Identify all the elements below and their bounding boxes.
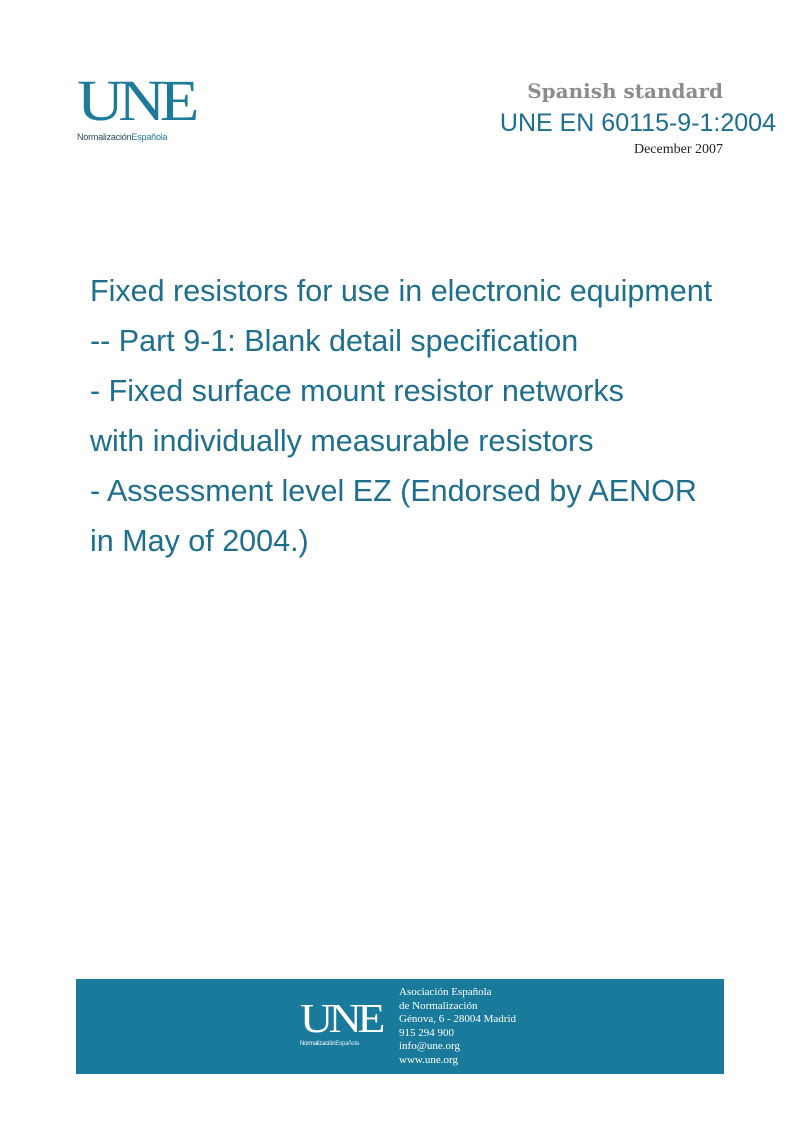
title-line-4: with individually measurable resistors — [90, 424, 594, 458]
footer-org-name-2: de Normalización — [399, 999, 478, 1012]
logo-tagline — [77, 132, 217, 142]
footer-logo-tagline — [300, 1041, 390, 1047]
title-line-5: - Assessment level EZ (Endorsed by AENOR — [90, 474, 697, 508]
standard-code: UNE EN 60115-9-1:2004 — [499, 109, 776, 137]
title-line-1: Fixed resistors for use in electronic equipment — [90, 274, 713, 308]
standard-date: December 2007 — [633, 142, 723, 157]
footer-website-link[interactable]: www.une.org — [399, 1053, 458, 1066]
une-logo — [77, 68, 217, 142]
footer-une-logo — [300, 995, 390, 1047]
footer-logo-wordmark: UNE — [300, 995, 381, 1041]
footer-contact — [399, 986, 516, 1068]
footer-phone: 915 294 900 — [399, 1026, 454, 1039]
title-line-3: - Fixed surface mount resistor networks — [90, 374, 624, 408]
standard-header — [500, 78, 776, 158]
document-title — [90, 266, 770, 566]
footer-band — [76, 979, 724, 1074]
standard-label: Spanish standard — [527, 79, 723, 103]
footer-email-link[interactable]: info@une.org — [399, 1040, 460, 1053]
footer-address: Génova, 6 - 28004 Madrid — [399, 1013, 517, 1026]
footer-logo-tagline-b: Española — [335, 1041, 359, 1047]
logo-tagline-a: Normalización — [77, 132, 132, 142]
footer-org-name-1: Asociación Española — [399, 986, 492, 998]
footer-logo-tagline-a: Normalización — [300, 1041, 336, 1047]
logo-tagline-b: Española — [131, 132, 168, 142]
title-line-2: -- Part 9-1: Blank detail specification — [90, 324, 579, 358]
title-line-6: in May of 2004.) — [90, 524, 309, 558]
logo-wordmark: UNE — [77, 68, 194, 133]
